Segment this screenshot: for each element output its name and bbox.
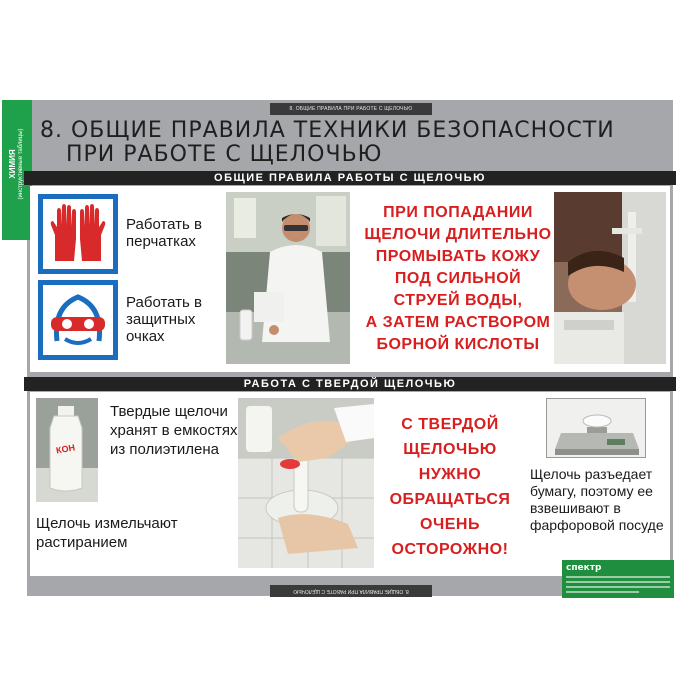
warning2-line: ЩЕЛОЧЬЮ [403, 441, 497, 458]
warning2-line: НУЖНО [418, 466, 482, 483]
grinding-rule-text: Щелочь измельчают растиранием [36, 515, 178, 551]
photo-scale-porcelain [546, 398, 646, 458]
top-tab-text: 8. ОБЩИЕ ПРАВИЛА ПРИ РАБОТЕ С ЩЕЛОЧЬЮ [289, 106, 413, 112]
gloves-rule-text: Работать в перчатках [126, 216, 202, 250]
photo-student-lab [226, 192, 350, 364]
side-subject-strip [2, 100, 32, 240]
warning2-line: ОЧЕНЬ [420, 516, 480, 533]
title-line-2: ПРИ РАБОТЕ С ЩЕЛОЧЬЮ [66, 142, 383, 167]
bottle-label: КОН [55, 442, 76, 456]
warning1-line: ЩЕЛОЧИ ДЛИТЕЛЬНО [364, 226, 552, 243]
publisher-footer [562, 560, 674, 598]
top-tab [270, 103, 432, 115]
section-header-solid-text: РАБОТА С ТВЕРДОЙ ЩЕЛОЧЬЮ [243, 378, 457, 390]
title-line-1: 8. ОБЩИЕ ПРАВИЛА ТЕХНИКИ БЕЗОПАСНОСТИ [40, 118, 615, 143]
warning1-line: ПРИ ПОПАДАНИИ [383, 204, 533, 221]
side-subject: ХИМИЯ [8, 149, 17, 179]
warning2-line: ОСТОРОЖНО! [391, 541, 509, 558]
side-series: (инструктивные таблицы) [18, 128, 24, 200]
panel-solid-alkali [30, 392, 670, 576]
goggles-icon [38, 280, 118, 360]
page-title [40, 119, 615, 167]
warning1-line: ПРОМЫВАТЬ КОЖУ [375, 248, 541, 265]
weighing-rule-text: Щелочь разъедает бумагу, поэтому ее взвешивают в фарфоровой посуде [530, 466, 664, 533]
warning2-line: ОБРАЩАТЬСЯ [389, 491, 511, 508]
warning1-line: ПОД СИЛЬНОЙ [394, 270, 522, 287]
side-strip-text [8, 109, 26, 219]
photo-mortar-grinding [238, 398, 374, 568]
warning1-line: СТРУЕЙ ВОДЫ, [393, 292, 523, 309]
panel-general-rules [30, 186, 670, 372]
alkali-skin-warning [358, 202, 558, 356]
goggles-rule-text: Работать в защитных очках [126, 294, 202, 345]
solid-alkali-warning [380, 412, 520, 562]
warning2-line: С ТВЕРДОЙ [401, 416, 499, 433]
publisher-info-lines [566, 576, 670, 596]
storage-rule-text: Твердые щелочи хранят в емкостях из полиэтилена [110, 403, 238, 458]
warning1-line: БОРНОЙ КИСЛОТЫ [376, 336, 540, 353]
section-header-solid [24, 377, 676, 391]
warning1-line: А ЗАТЕМ РАСТВОРОМ [365, 314, 551, 331]
photo-eye-wash [554, 192, 666, 364]
bottom-tab [270, 585, 432, 597]
photo-polyethylene-bottle [36, 398, 98, 502]
bottom-tab-text: 8. ОБЩИЕ ПРАВИЛА ПРИ РАБОТЕ С ЩЕЛОЧЬЮ [293, 588, 409, 594]
section-header-general [24, 171, 676, 185]
publisher-logo: спектр [566, 563, 602, 573]
gloves-icon [38, 194, 118, 274]
section-header-general-text: ОБЩИЕ ПРАВИЛА РАБОТЫ С ЩЕЛОЧЬЮ [214, 172, 486, 184]
